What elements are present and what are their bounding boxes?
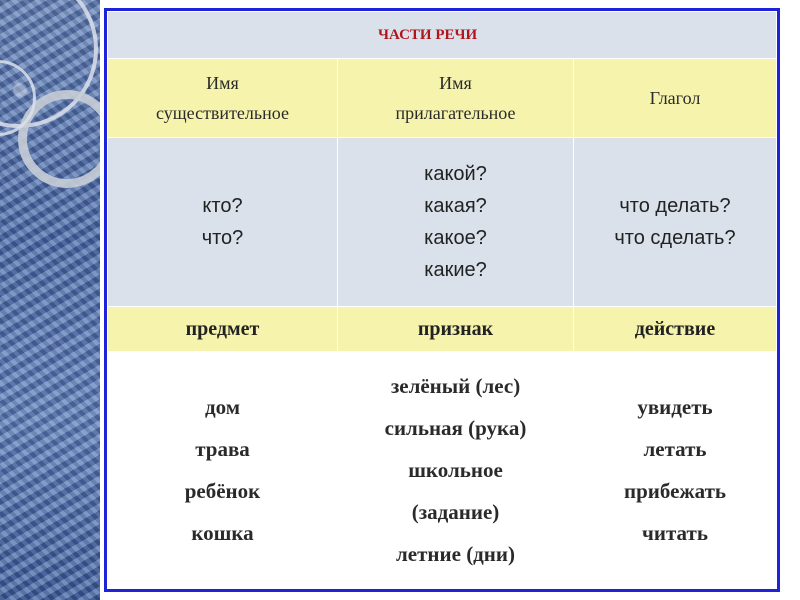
example-line: летние (дни) xyxy=(396,542,515,566)
example-line: кошка xyxy=(191,521,254,545)
questions-cell-noun xyxy=(108,138,338,307)
example-line: читать xyxy=(642,521,708,545)
example-line: дом xyxy=(204,395,241,419)
example-line: увидеть xyxy=(637,395,713,419)
examples-cell-adjective xyxy=(338,352,574,589)
header-cell-verb xyxy=(574,59,777,138)
question-line: что сделать? xyxy=(614,227,736,249)
parts-of-speech-table xyxy=(107,11,777,589)
question-line: кто? xyxy=(202,195,243,217)
example-line: школьное xyxy=(408,458,503,482)
question-line: какое? xyxy=(424,227,487,249)
examples-row xyxy=(108,352,777,589)
example-line: сильная (рука) xyxy=(384,416,527,440)
questions-cell-adjective xyxy=(338,138,574,307)
header-line: существительное xyxy=(156,103,289,123)
header-row xyxy=(108,59,777,138)
category-cell-noun: предмет xyxy=(108,307,338,352)
decorative-side-panel xyxy=(0,0,100,600)
table-title: ЧАСТИ РЕЧИ xyxy=(108,12,777,59)
parts-of-speech-table-frame xyxy=(104,8,780,592)
examples-cell-verb xyxy=(574,352,777,589)
question-line: что? xyxy=(201,227,244,249)
example-line: ребёнок xyxy=(184,479,261,503)
title-row xyxy=(108,12,777,59)
categories-row xyxy=(108,307,777,352)
header-cell-noun xyxy=(108,59,338,138)
questions-cell-verb xyxy=(574,138,777,307)
questions-row xyxy=(108,138,777,307)
example-line: трава xyxy=(195,437,250,461)
category-cell-verb: действие xyxy=(574,307,777,352)
example-line: зелёный (лес) xyxy=(390,374,521,398)
examples-cell-noun xyxy=(108,352,338,589)
category-cell-adjective: признак xyxy=(338,307,574,352)
question-line: что делать? xyxy=(619,195,731,217)
example-line: (задание) xyxy=(411,500,500,524)
question-line: какая? xyxy=(424,195,487,217)
question-line: какие? xyxy=(424,259,487,281)
header-line: Имя xyxy=(439,73,472,93)
header-cell-adjective xyxy=(338,59,574,138)
question-line: какой? xyxy=(424,163,487,185)
header-line: прилагательное xyxy=(395,103,516,123)
header-line: Глагол xyxy=(649,88,701,108)
example-line: прибежать xyxy=(623,479,727,503)
header-line: Имя xyxy=(206,73,239,93)
example-line: летать xyxy=(643,437,707,461)
